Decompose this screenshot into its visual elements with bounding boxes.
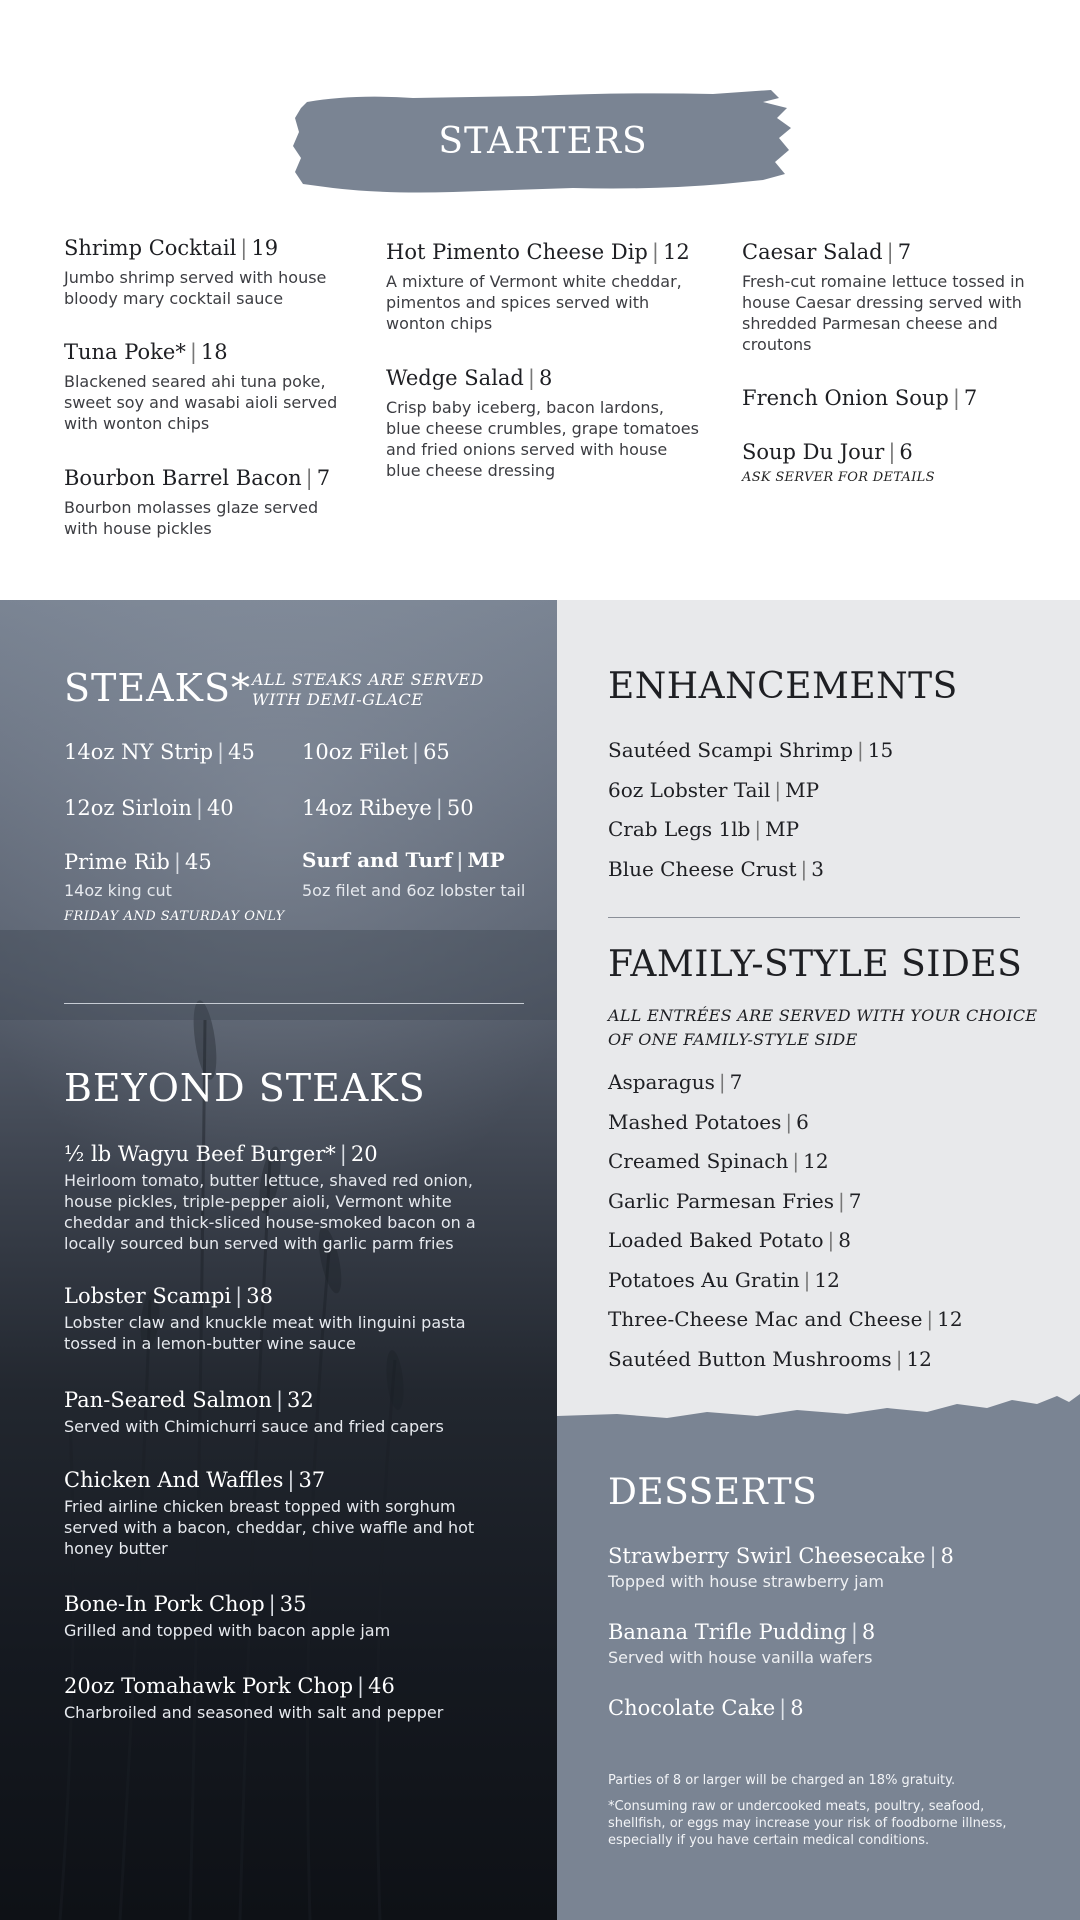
item-description: Charbroiled and seasoned with salt and pepper [64,1703,444,1722]
menu-item-tuna-poke [64,340,342,434]
side-item: Creamed Spinach | 12 [608,1149,829,1173]
item-description: Fried airline chicken breast topped with sorghum served with a bacon, cheddar, chive waffle and hot honey butter [64,1497,475,1558]
item-name: Hot Pimento Cheese Dip | 12 [386,240,690,264]
item-description: Grilled and topped with bacon apple jam [64,1621,391,1640]
enhancement-item: Sautéed Scampi Shrimp | 15 [608,738,894,762]
item-name: Prime Rib | 45 [64,850,212,874]
section-divider [64,1003,524,1004]
beyond-steaks-title: BEYOND STEAKS [64,1066,426,1110]
item-description: 5oz filet and 6oz lobster tail [302,881,526,900]
item-description: 14oz king cut [64,881,172,900]
item-name: French Onion Soup | 7 [742,386,978,410]
side-item: Mashed Potatoes | 6 [608,1110,809,1134]
menu-item-soup-du-jour [742,440,935,485]
item-description: Topped with house strawberry jam [608,1572,884,1591]
item-name: Shrimp Cocktail | 19 [64,236,279,260]
steak-item-prime-rib [64,850,285,927]
starters-section [0,0,1080,600]
dessert-item-chocolate-cake [608,1696,804,1720]
item-name: Caesar Salad | 7 [742,240,912,264]
item-name: Wedge Salad | 8 [386,366,553,390]
item-name: Bone-In Pork Chop | 35 [64,1592,307,1616]
menu-item-hot-pimento-cheese-dip [386,240,690,334]
steaks-title: STEAKS* [64,666,251,710]
side-item: Asparagus | 7 [608,1070,743,1094]
enhancement-item: Blue Cheese Crust | 3 [608,857,825,881]
item-name: Chocolate Cake | 8 [608,1696,804,1720]
menu-item-shrimp-cocktail [64,236,334,309]
item-name: Lobster Scampi | 38 [64,1284,273,1308]
side-item: Three-Cheese Mac and Cheese | 12 [608,1307,963,1331]
item-description: Bourbon molasses glaze served with house pickles [64,498,319,539]
dessert-item-banana-trifle [608,1620,875,1667]
steaks-panel [0,600,557,1920]
item-note: FRIDAY AND SATURDAY ONLY [64,909,285,924]
sides-panel [557,600,1080,1920]
menu-item-bourbon-barrel-bacon [64,466,330,539]
steak-item-sirloin: 12oz Sirloin | 40 [64,796,234,820]
item-description: Fresh-cut romaine lettuce tossed in house Caesar dressing served with shredded Parmesan cheese and croutons [742,272,1025,355]
steaks-content [0,600,557,1920]
menu-item-caesar-salad [742,240,1034,355]
menu-item-tomahawk-pork-chop [64,1674,524,1723]
item-name: Tuna Poke* | 18 [64,340,228,364]
menu-item-wedge-salad [386,366,702,481]
menu-item-pan-seared-salmon [64,1388,524,1437]
item-name: Soup Du Jour | 6 [742,440,913,464]
item-description: Blackened seared ahi tuna poke, sweet soy and wasabi aioli served with wonton chips [64,372,338,434]
steaks-subtitle [252,670,484,710]
menu-item-wagyu-burger [64,1142,504,1254]
enhancement-item: 6oz Lobster Tail | MP [608,778,820,802]
enhancements-title: ENHANCEMENTS [608,666,958,707]
consumption-warning: *Consuming raw or undercooked meats, poultry, seafood, shellfish, or eggs may increase your risk of foodborne illness, especially if you have certain medical conditions. [608,1799,1007,1848]
sides-note [608,1004,1037,1052]
desserts-title: DESSERTS [608,1472,818,1513]
item-description: Served with Chimichurri sauce and fried capers [64,1417,444,1436]
starters-title: STARTERS [438,120,648,162]
side-item: Sautéed Button Mushrooms | 12 [608,1347,932,1371]
item-description: Heirloom tomato, butter lettuce, shaved red onion, house pickles, triple-pepper aioli, Vermont white cheddar and thick-sliced house-smoked bacon on a locally sourced bun served with garlic parm fries [64,1171,476,1253]
menu-item-lobster-scampi [64,1284,504,1354]
side-item: Garlic Parmesan Fries | 7 [608,1189,862,1213]
dessert-item-cheesecake [608,1544,954,1591]
item-name: Chicken And Waffles | 37 [64,1468,326,1492]
steaks-subtitle-line-2: WITH DEMI-GLACE [252,690,424,709]
menu-item-bone-in-pork-chop [64,1592,524,1641]
menu-item-french-onion-soup [742,386,977,411]
item-name: Bourbon Barrel Bacon | 7 [64,466,331,490]
steak-item-ny-strip: 14oz NY Strip | 45 [64,740,255,764]
item-description: Crisp baby iceberg, bacon lardons, blue cheese crumbles, grape tomatoes and fried onions served with house blue cheese dressing [386,398,699,481]
starters-banner [293,88,793,194]
item-description: A mixture of Vermont white cheddar, pimentos and spices served with wonton chips [386,272,682,334]
gratuity-note: Parties of 8 or larger will be charged an 18% gratuity. [608,1773,956,1788]
sides-title: FAMILY-STYLE SIDES [608,944,1023,985]
item-name: 20oz Tomahawk Pork Chop | 46 [64,1674,395,1698]
item-name: Surf and Turf | MP [302,848,505,872]
side-item: Potatoes Au Gratin | 12 [608,1268,840,1292]
steaks-subtitle-line-1: ALL STEAKS ARE SERVED [252,670,484,689]
enhancement-item: Crab Legs 1lb | MP [608,817,800,841]
item-note: ASK SERVER FOR DETAILS [742,470,935,486]
item-description: Jumbo shrimp served with house bloody mary cocktail sauce [64,268,327,309]
item-description: Served with house vanilla wafers [608,1648,873,1667]
steak-item-ribeye: 14oz Ribeye | 50 [302,796,474,820]
item-name: Banana Trifle Pudding | 8 [608,1620,876,1644]
item-name: ½ lb Wagyu Beef Burger* | 20 [64,1142,378,1166]
menu-item-chicken-and-waffles [64,1468,504,1559]
item-name: Strawberry Swirl Cheesecake | 8 [608,1544,954,1568]
section-divider [608,917,1020,918]
item-description: Lobster claw and knuckle meat with linguini pasta tossed in a lemon-butter wine sauce [64,1313,466,1353]
sides-note-line-1: ALL ENTRÉES ARE SERVED WITH YOUR CHOICE [608,1006,1038,1025]
side-item: Loaded Baked Potato | 8 [608,1228,851,1252]
sides-note-line-2: OF ONE FAMILY-STYLE SIDE [608,1030,858,1049]
item-name: Pan-Seared Salmon | 32 [64,1388,314,1412]
steak-item-filet: 10oz Filet | 65 [302,740,450,764]
steak-item-surf-and-turf [302,848,525,901]
